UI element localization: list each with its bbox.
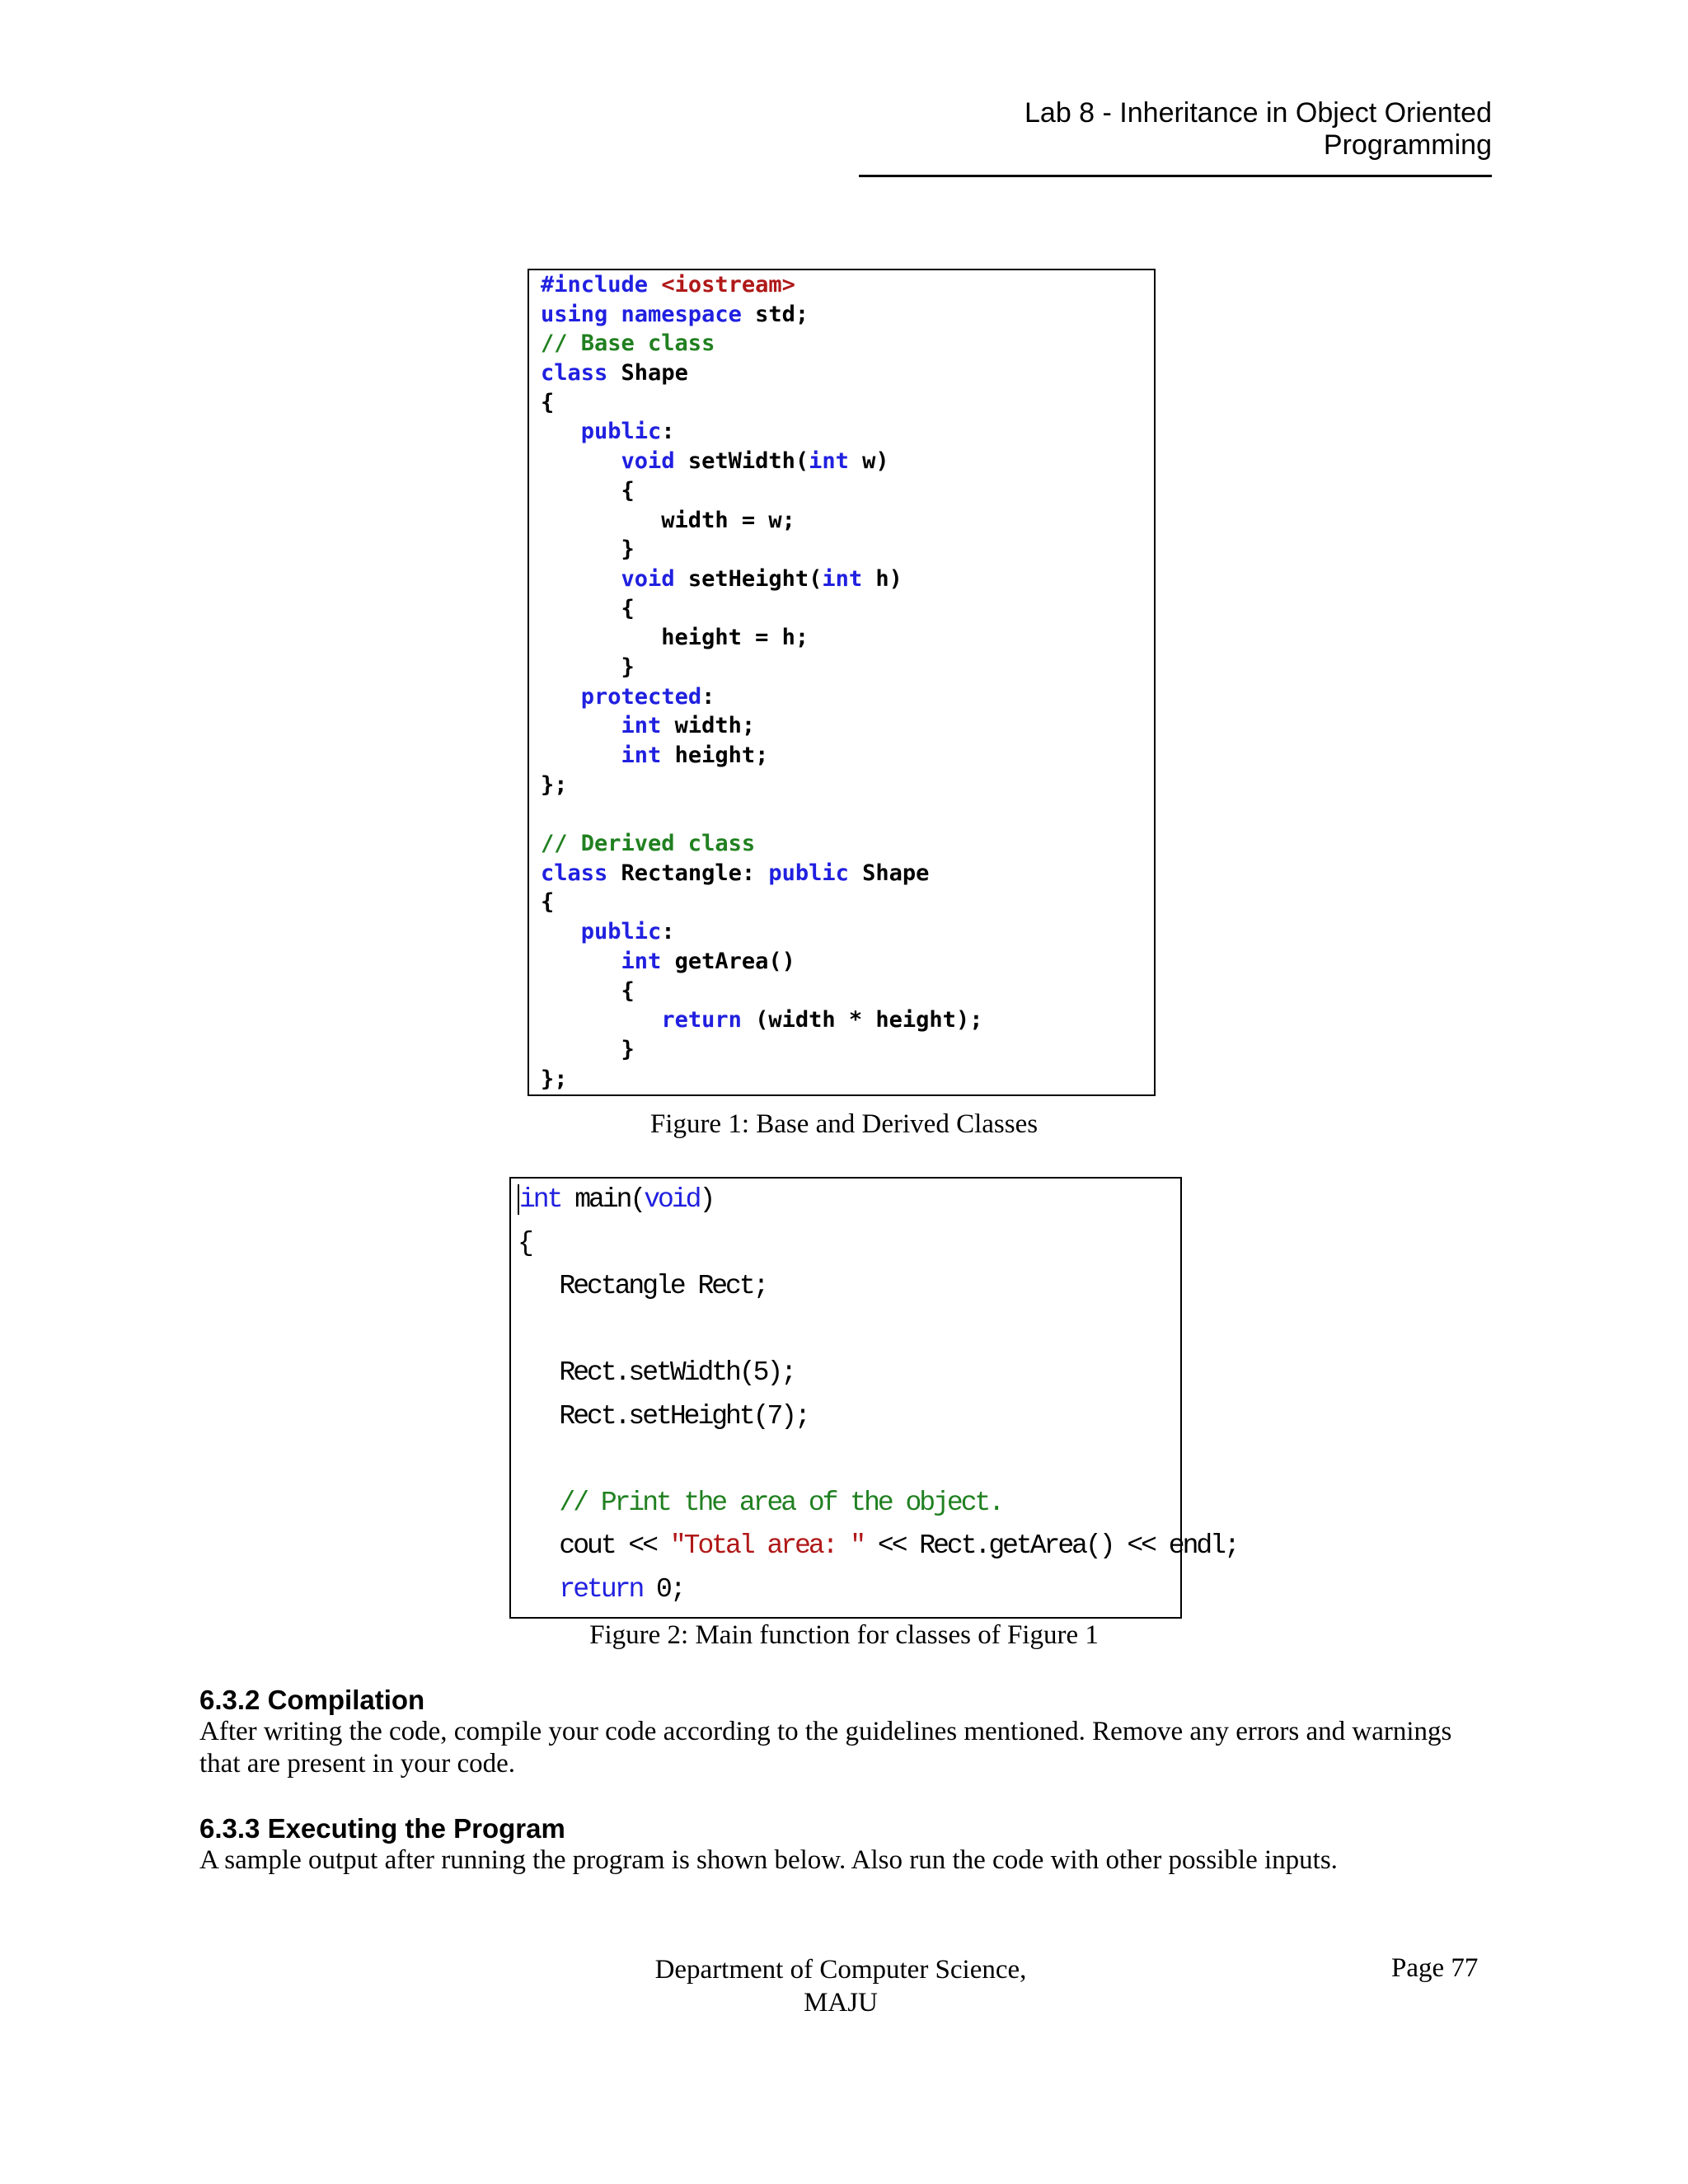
code-token: cout << [518, 1530, 670, 1561]
code-line [541, 859, 1154, 888]
code-line [541, 917, 1154, 947]
code-token: { [518, 1227, 532, 1258]
code-token: public [768, 860, 863, 886]
code-token: { [541, 595, 635, 621]
code-token: "Total area: " [669, 1530, 865, 1561]
code-line [541, 947, 1154, 977]
figure-1-caption: Figure 1: Base and Derived Classes [649, 1109, 1039, 1139]
code-token: void [621, 565, 688, 592]
code-token: Shape [621, 360, 688, 387]
code-token: int [621, 948, 675, 974]
code-line [541, 799, 1154, 829]
code-line [518, 1222, 1180, 1266]
code-token: : [701, 683, 715, 710]
code-line [541, 506, 1154, 536]
code-line [541, 653, 1154, 682]
code-token: height; [674, 743, 769, 768]
code-line [541, 300, 1154, 330]
code-token: int [519, 1184, 575, 1215]
code-token: << Rect.getArea() << endl; [864, 1530, 1238, 1561]
code-token: int [621, 713, 675, 739]
code-line [541, 535, 1154, 565]
code-line [518, 1438, 1180, 1482]
code-token: : [661, 419, 675, 445]
code-token: setHeight( [687, 565, 823, 592]
code-token: void [621, 448, 688, 475]
code-token: public [580, 919, 662, 945]
code-token: Shape [862, 860, 930, 886]
code-line [541, 476, 1154, 506]
footer-department [577, 1953, 1104, 2019]
code-token: 0; [656, 1573, 684, 1605]
code-token [541, 1007, 661, 1033]
code-token: width = w; [541, 507, 795, 533]
figure-2-code-listing [509, 1177, 1238, 1619]
code-token: } [541, 654, 635, 680]
code-token: return [559, 1573, 657, 1605]
code-line [518, 1482, 1180, 1526]
code-token: main( [574, 1184, 645, 1215]
page-header-title: Lab 8 - Inheritance in Object Oriented Programming [859, 97, 1492, 177]
code-token: getArea() [674, 948, 795, 974]
figure-1-code-listing [528, 269, 1156, 1096]
code-line [541, 565, 1154, 594]
code-line [518, 1525, 1238, 1568]
code-token: height = h; [541, 625, 809, 651]
code-token [541, 419, 581, 444]
section-compilation-text: After writing the code, compile your code according to the guidelines mentioned. Remove any errors and warnings that are present in your code. [199, 1717, 1452, 1779]
code-token [541, 566, 621, 592]
code-token [541, 448, 621, 474]
code-line [541, 594, 1154, 624]
code-token: int [822, 565, 876, 592]
code-token: void [644, 1184, 700, 1215]
code-token: } [541, 1036, 635, 1062]
code-token: // Derived class [541, 831, 756, 857]
code-token: w) [862, 448, 889, 475]
code-token [518, 1574, 559, 1605]
code-token: { [541, 977, 635, 1004]
code-line [541, 359, 1154, 388]
code-token: // Base class [541, 330, 715, 357]
code-line [541, 270, 1154, 300]
code-token: h) [875, 565, 903, 592]
code-line [541, 741, 1154, 771]
code-line [541, 447, 1154, 476]
code-line [541, 329, 1154, 359]
code-token: }; [541, 771, 568, 798]
code-token: ) [699, 1184, 714, 1215]
footer-department-line2: MAJU [804, 1988, 878, 2018]
code-token: }; [541, 1066, 568, 1092]
code-token: using namespace [541, 301, 756, 327]
code-token: class [541, 860, 621, 886]
section-compilation-title: 6.3.2 Compilation [199, 1685, 425, 1715]
code-token: Rect.setHeight(7); [518, 1400, 809, 1432]
code-line [518, 1309, 1180, 1352]
code-line [541, 388, 1154, 418]
code-token: return [661, 1007, 756, 1033]
code-token: : [661, 919, 675, 945]
code-token: int [621, 743, 675, 768]
code-line [541, 1065, 1154, 1094]
section-executing-text: A sample output after running the program is shown below. Also run the code with other possible inputs. [199, 1845, 1338, 1875]
code-token: std; [755, 301, 809, 327]
code-token: Rectangle: [621, 860, 769, 886]
code-token [541, 949, 621, 974]
code-token: <iostream> [661, 272, 795, 298]
code-token: Rect.setWidth(5); [518, 1357, 795, 1388]
code-line [541, 771, 1154, 800]
code-token: } [541, 537, 635, 563]
code-token: setWidth( [687, 448, 809, 475]
code-line [541, 1005, 1154, 1035]
code-token: class [541, 360, 621, 387]
code-token: // Print the area of the object. [518, 1487, 1003, 1518]
code-line [518, 1395, 1180, 1439]
code-line [541, 417, 1154, 447]
code-token: width; [674, 713, 756, 739]
code-line [541, 1035, 1154, 1065]
code-token: public [580, 419, 662, 445]
footer-page-number: Page 77 [1391, 1953, 1479, 1983]
code-token [541, 743, 621, 768]
figure-2-caption: Figure 2: Main function for classes of Figure 1 [589, 1620, 1099, 1650]
code-line [518, 1352, 1180, 1395]
code-line [541, 711, 1154, 741]
code-token [541, 919, 581, 944]
code-token: #include [541, 272, 662, 298]
code-line [541, 623, 1154, 653]
code-line [541, 888, 1154, 917]
section-executing-title: 6.3.3 Executing the Program [199, 1813, 565, 1844]
code-token: int [809, 448, 863, 475]
footer-department-line1: Department of Computer Science, [654, 1955, 1027, 1985]
code-token: protected [580, 683, 702, 710]
code-line [541, 829, 1154, 859]
code-line [541, 682, 1154, 712]
code-token: { [541, 389, 555, 415]
code-line [518, 1568, 1180, 1612]
code-token: { [541, 477, 635, 504]
code-token: Rectangle Rect; [518, 1271, 767, 1301]
code-line [518, 1265, 1180, 1309]
code-line [541, 977, 1154, 1006]
code-token [541, 684, 581, 710]
code-token: { [541, 889, 555, 916]
code-line [518, 1179, 1180, 1222]
code-token [541, 713, 621, 738]
code-token: (width * height); [755, 1007, 983, 1033]
